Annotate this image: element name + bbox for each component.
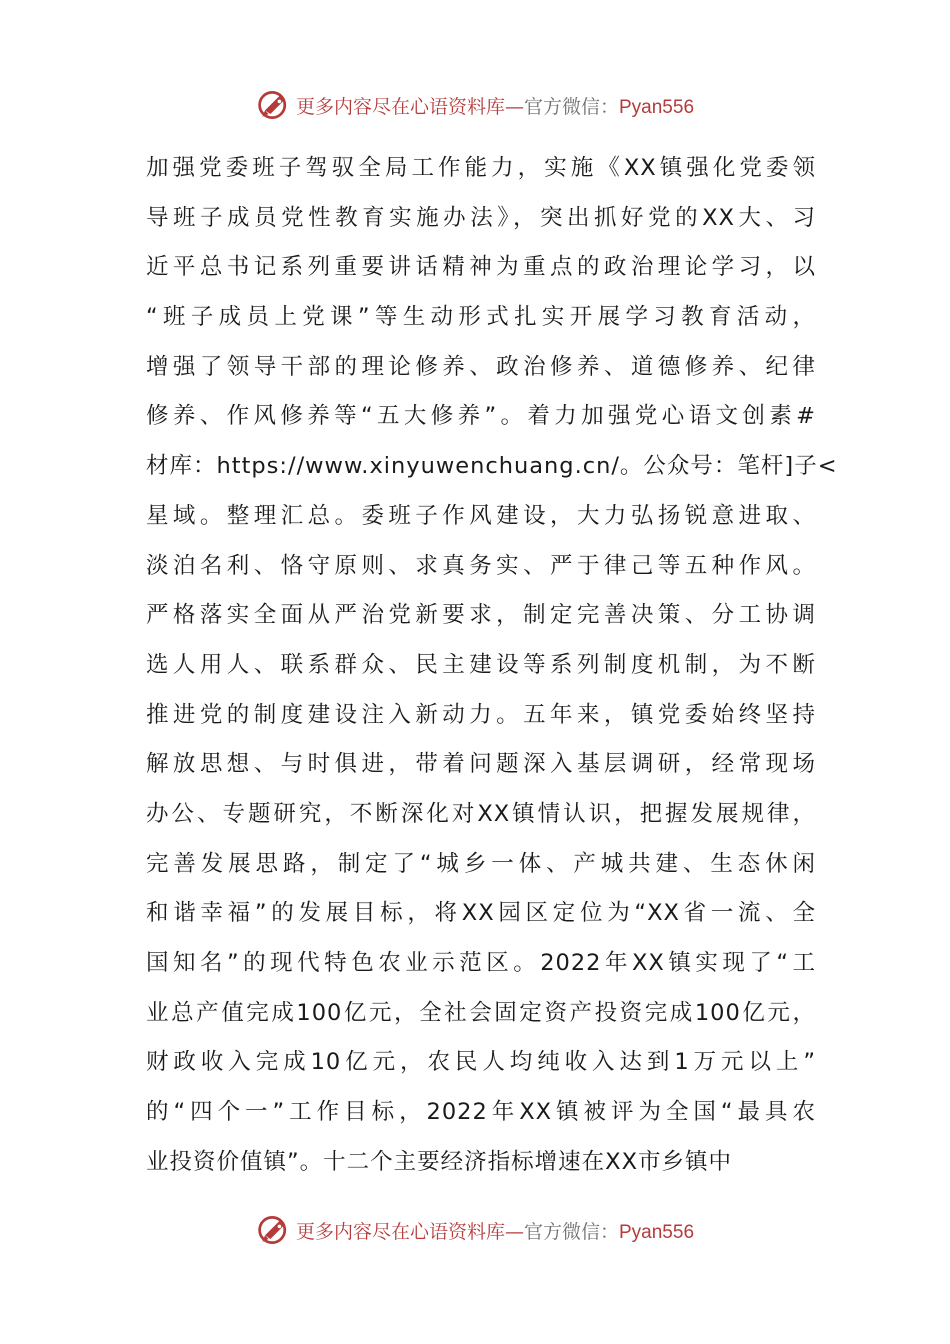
body-line: 近平总书记系列重要讲话精神为重点的政治理论学习，以 [146,254,816,281]
banner-site: 更多内容尽在心语资料库 [295,1220,505,1243]
pen-nib-logo-icon [256,87,292,123]
banner-official: 官方微信： [523,95,619,118]
body-line: 推进党的制度建设注入新动力。五年来，镇党委始终坚持 [146,701,816,728]
body-line: 导班子成员党性教育实施办法》，突出抓好党的XX大、习 [146,204,816,231]
banner-site: 更多内容尽在心语资料库 [295,95,505,118]
body-line: 的“四个一”工作目标，2022年XX镇被评为全国“最具农 [146,1099,816,1126]
body-line: 增强了领导干部的理论修养、政治修养、道德修养、纪律 [146,353,816,380]
banner-text [296,92,694,119]
body-line: 解放思想、与时俱进，带着问题深入基层调研，经常现场 [146,751,816,778]
body-line: 选人用人、联系群众、民主建设等系列制度机制，为不断 [146,651,816,678]
footer-banner [0,1205,950,1255]
body-line: 办公、专题研究，不断深化对XX镇情认识，把握发展规律， [146,800,816,827]
body-line: “班子成员上党课”等生动形式扎实开展学习教育活动， [146,304,816,331]
body-line: 材库：https://www.xinyuwenchuang.cn/。公众号：笔杆]子< [146,453,838,480]
banner-text [296,1217,694,1244]
body-line: 业投资价值镇”。十二个主要经济指标增速在XX市乡镇中 [146,1148,732,1175]
body-line: 严格落实全面从严治党新要求，制定完善决策、分工协调 [146,602,816,629]
body-line: 业总产值完成100亿元，全社会固定资产投资完成100亿元， [146,999,816,1026]
body-line: 国知名”的现代特色农业示范区。2022年XX镇实现了“工 [146,950,816,976]
banner-official: 官方微信： [523,1220,619,1243]
banner-separator: — [504,95,524,118]
body-line: 完善发展思路，制定了“城乡一体、产城共建、生态休闲 [146,850,816,877]
banner-separator: — [504,1220,524,1243]
document-body [146,144,838,1187]
body-line: 星域。整理汇总。委班子作风建设，大力弘扬锐意进取、 [146,502,816,529]
header-banner [0,80,950,130]
banner-wechat-id: Pyan556 [619,96,695,118]
banner-wechat-id: Pyan556 [619,1221,695,1243]
body-line: 淡泊名利、恪守原则、求真务实、严于律己等五种作风。 [146,552,816,579]
body-line: 财政收入完成10亿元，农民人均纯收入达到1万元以上” [146,1049,816,1076]
pen-nib-logo-icon [256,1212,292,1248]
body-line: 加强党委班子驾驭全局工作能力，实施《XX镇强化党委领 [146,155,816,181]
body-line: 修养、作风修养等“五大修养”。着力加强党心语文创素# [146,403,816,430]
body-line: 和谐幸福”的发展目标，将XX园区定位为“XX省一流、全 [146,900,816,927]
